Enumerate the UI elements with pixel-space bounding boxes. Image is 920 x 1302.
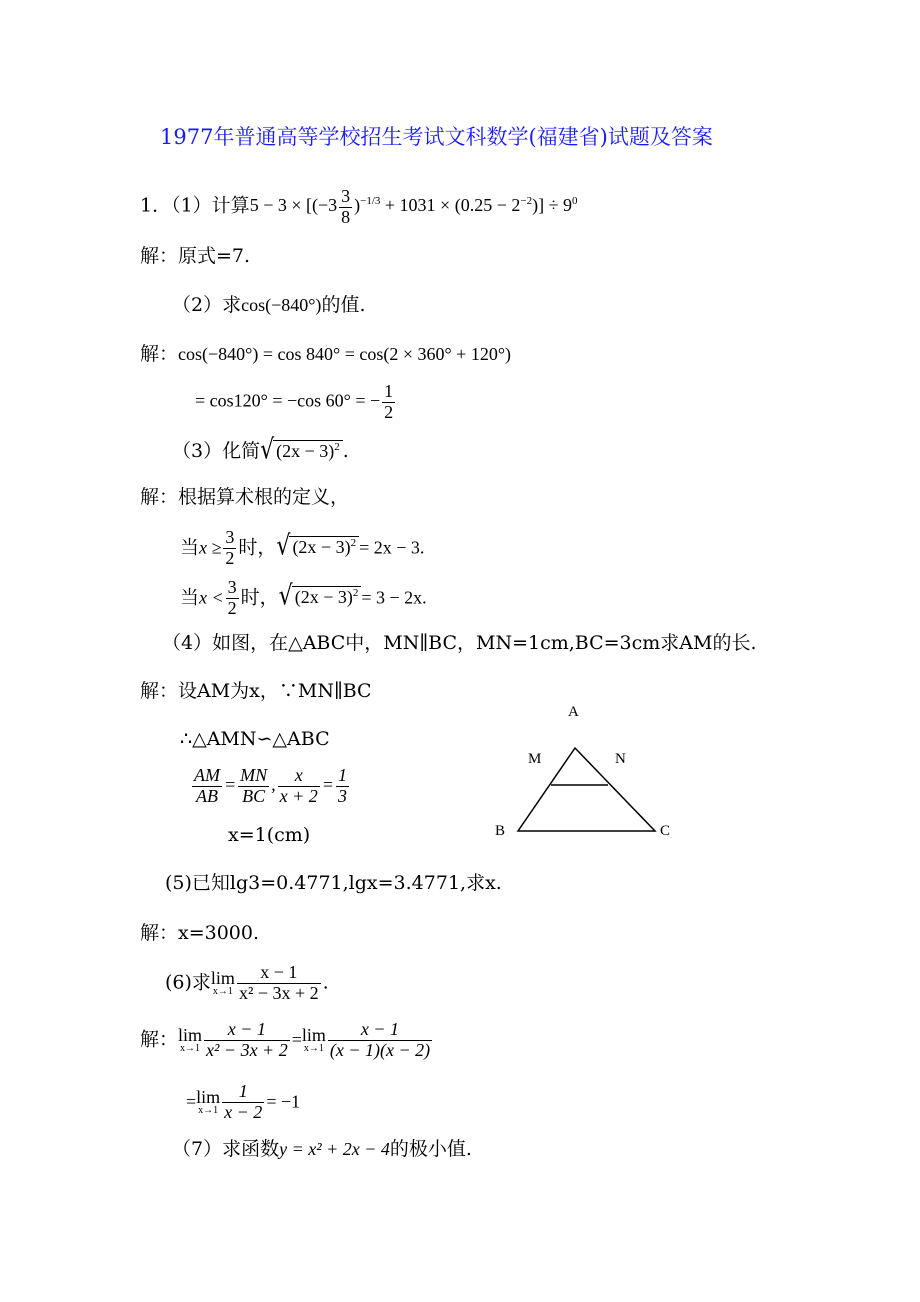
- sqrt-icon: √: [276, 531, 291, 563]
- q1-line: [140, 187, 577, 228]
- q3-case2-radicand: (2x − 3): [294, 587, 353, 608]
- q4-f4d: 3: [337, 785, 347, 806]
- q6-den3: (x − 1)(x − 2): [329, 1039, 431, 1060]
- q4-ratio: [190, 766, 351, 807]
- q4-frac-am-ab: [192, 766, 222, 807]
- q4-frac-mn-bc: [238, 766, 269, 807]
- q6-sol-lim2-sub: x→1: [303, 1043, 324, 1055]
- q7-expr: y = x² + 2x − 4: [279, 1139, 390, 1159]
- q3-case2-cond: x <: [199, 587, 224, 608]
- q3-case1: [180, 528, 424, 569]
- q6-sol-lim1: [178, 1026, 202, 1054]
- q3-case1-post: 时，: [238, 536, 277, 559]
- q6-den: x² − 3x + 2: [238, 982, 319, 1003]
- q4-f1d: AB: [196, 785, 218, 806]
- q4-frac-x: [278, 766, 320, 807]
- q6-sol-line2: [186, 1082, 300, 1123]
- q3-radicand: (2x − 3): [276, 441, 335, 461]
- q3-case2-post: 时，: [240, 586, 279, 609]
- q7-line: [172, 1140, 472, 1159]
- q3-case1-frac: [223, 528, 236, 569]
- q2-line: [172, 296, 365, 315]
- q2-sol-line2: [195, 382, 397, 423]
- label-a: A: [568, 704, 579, 720]
- q6-sol-frac2: [328, 1020, 432, 1061]
- q1-expr-c: + 1031 × (0.25 − 2: [380, 195, 521, 216]
- q1-frac: [339, 187, 352, 228]
- q1-expr-a: 5 − 3 × [(−3: [249, 195, 338, 216]
- sqrt-icon: √: [278, 581, 293, 613]
- q4-f2n: MN: [240, 765, 268, 785]
- q3-case2-sq: 2: [352, 587, 359, 600]
- q6-sol-lim1-word: lim: [178, 1025, 203, 1046]
- q6-res: = −1: [266, 1091, 301, 1112]
- q3-case2-frac: [226, 578, 239, 619]
- label-c: C: [660, 823, 671, 839]
- q3-frac-num: 3: [225, 527, 235, 547]
- q3-case1-sq: 2: [350, 537, 357, 550]
- q2-label: （2）求: [172, 294, 242, 316]
- q1-expr-d: )] ÷ 9: [532, 195, 572, 216]
- q6-num4: 1: [222, 1082, 264, 1103]
- triangle-figure: [490, 700, 680, 845]
- q3-case1-res: = 2x − 3.: [359, 537, 425, 558]
- q6-sol-frac3: [222, 1082, 264, 1123]
- q6-den2: x² − 3x + 2: [206, 1039, 288, 1060]
- q4-result: x=1(cm): [228, 824, 311, 846]
- q1-frac-den: 8: [341, 206, 351, 227]
- q4-f4n: 1: [337, 765, 347, 785]
- q5-line: (5)已知lg3=0.4771,lgx=3.4771,求x.: [165, 872, 502, 894]
- q4-sol2: ∴△AMN∽△ABC: [180, 728, 330, 750]
- q6-label: (6)求: [165, 971, 211, 994]
- q2-line1: cos(−840°) = cos 840° = cos(2 × 360° + 120°): [178, 344, 512, 364]
- q3-sq: 2: [334, 441, 340, 453]
- q6-lim-sub: x→1: [212, 986, 233, 998]
- q3-label: （3）化简: [172, 440, 261, 462]
- q7-tail: 的极小值.: [389, 1138, 472, 1160]
- q4-line: （4）如图，在△ABC中，MN∥BC，MN=1cm,BC=3cm求AM的长.: [162, 632, 757, 654]
- q3-case1-pre: 当: [180, 536, 200, 559]
- q6-line: [165, 963, 329, 1004]
- q1-answer: 解：原式=7.: [140, 245, 251, 267]
- q4-f2d: BC: [242, 785, 266, 806]
- q3-tail: .: [342, 440, 349, 462]
- q3-case1-radical: [289, 536, 359, 556]
- q6-frac: [237, 963, 321, 1004]
- q6-num2: x − 1: [204, 1020, 290, 1041]
- q2-sol-line1: [140, 345, 511, 364]
- q3-case2-pre: 当: [180, 586, 200, 609]
- q6-sol-line1: [140, 1020, 434, 1061]
- q1-label: 1．（1）计算: [140, 194, 250, 217]
- q2-tail: 的值.: [321, 294, 366, 316]
- q1-exp: −1/3: [360, 195, 381, 208]
- q6-sol-label: 解：: [140, 1028, 179, 1051]
- label-n: N: [615, 751, 626, 767]
- q6-sol-lim1-sub: x→1: [180, 1043, 201, 1055]
- q3-frac-den: 2: [225, 547, 235, 568]
- q4-eq2: =: [321, 774, 334, 795]
- q3-case2-radical: [292, 586, 362, 606]
- q4-eq1: =: [224, 774, 237, 795]
- label-b: B: [495, 823, 506, 839]
- q4-f1n: AM: [194, 765, 220, 785]
- q3-radical: [273, 440, 343, 460]
- q6-sol-lim3-word: lim: [196, 1087, 221, 1108]
- sqrt-icon: √: [260, 434, 275, 466]
- q3-line: [172, 434, 349, 466]
- q3-case1-radicand: (2x − 3): [292, 537, 351, 558]
- q5-sol: 解：x=3000.: [140, 922, 260, 944]
- q6-line2-eq: =: [186, 1091, 197, 1112]
- q1-exp2: −2: [520, 195, 533, 208]
- q4-f3n: x: [278, 766, 320, 787]
- q2-sol-label: 解：: [140, 343, 179, 365]
- q4-sol1: 解：设AM为x，∵MN∥BC: [140, 680, 372, 702]
- q2-expr: cos(−840°): [241, 295, 322, 315]
- q1-expr-b: ): [354, 195, 361, 216]
- q6-eq: =: [291, 1029, 302, 1050]
- q2-frac-num: 1: [384, 381, 394, 401]
- q6-sol-frac1: [204, 1020, 290, 1061]
- q3-case2-res: = 3 − 2x.: [361, 587, 427, 608]
- q3-frac2-den: 2: [227, 597, 237, 618]
- q4-f3d: x + 2: [279, 785, 318, 806]
- label-m: M: [528, 751, 542, 767]
- q3-case2: [180, 578, 427, 619]
- q6-num3: x − 1: [328, 1020, 432, 1041]
- q1-expr: [249, 186, 578, 227]
- page-title: 1977年普通高等学校招生考试文科数学(福建省)试题及答案: [160, 125, 713, 149]
- q6-tail: .: [322, 971, 329, 994]
- q6-sol-lim3: [196, 1088, 220, 1116]
- q4-comma: ,: [271, 774, 276, 795]
- q3-frac2-num: 3: [227, 577, 237, 597]
- q6-lim-word: lim: [210, 968, 235, 989]
- q6-lim: [211, 969, 235, 997]
- q3-sol: 解：根据算术根的定义，: [140, 486, 350, 508]
- q6-sol-lim3-sub: x→1: [198, 1105, 219, 1117]
- q6-num: x − 1: [237, 963, 321, 984]
- q3-case1-cond: x ≥: [199, 537, 222, 558]
- q7-label: （7）求函数: [172, 1138, 280, 1160]
- q6-sol-lim2: [302, 1026, 326, 1054]
- q1-exp3: 0: [571, 195, 578, 208]
- q2-frac: [382, 382, 395, 423]
- q2-line2: = cos120° = −cos 60° = −: [195, 390, 381, 411]
- q6-sol-lim2-word: lim: [301, 1025, 326, 1046]
- q2-frac-den: 2: [384, 401, 394, 422]
- q1-frac-num: 3: [341, 186, 351, 206]
- q6-den4: x − 2: [224, 1101, 263, 1122]
- q4-frac-1-3: [336, 766, 349, 807]
